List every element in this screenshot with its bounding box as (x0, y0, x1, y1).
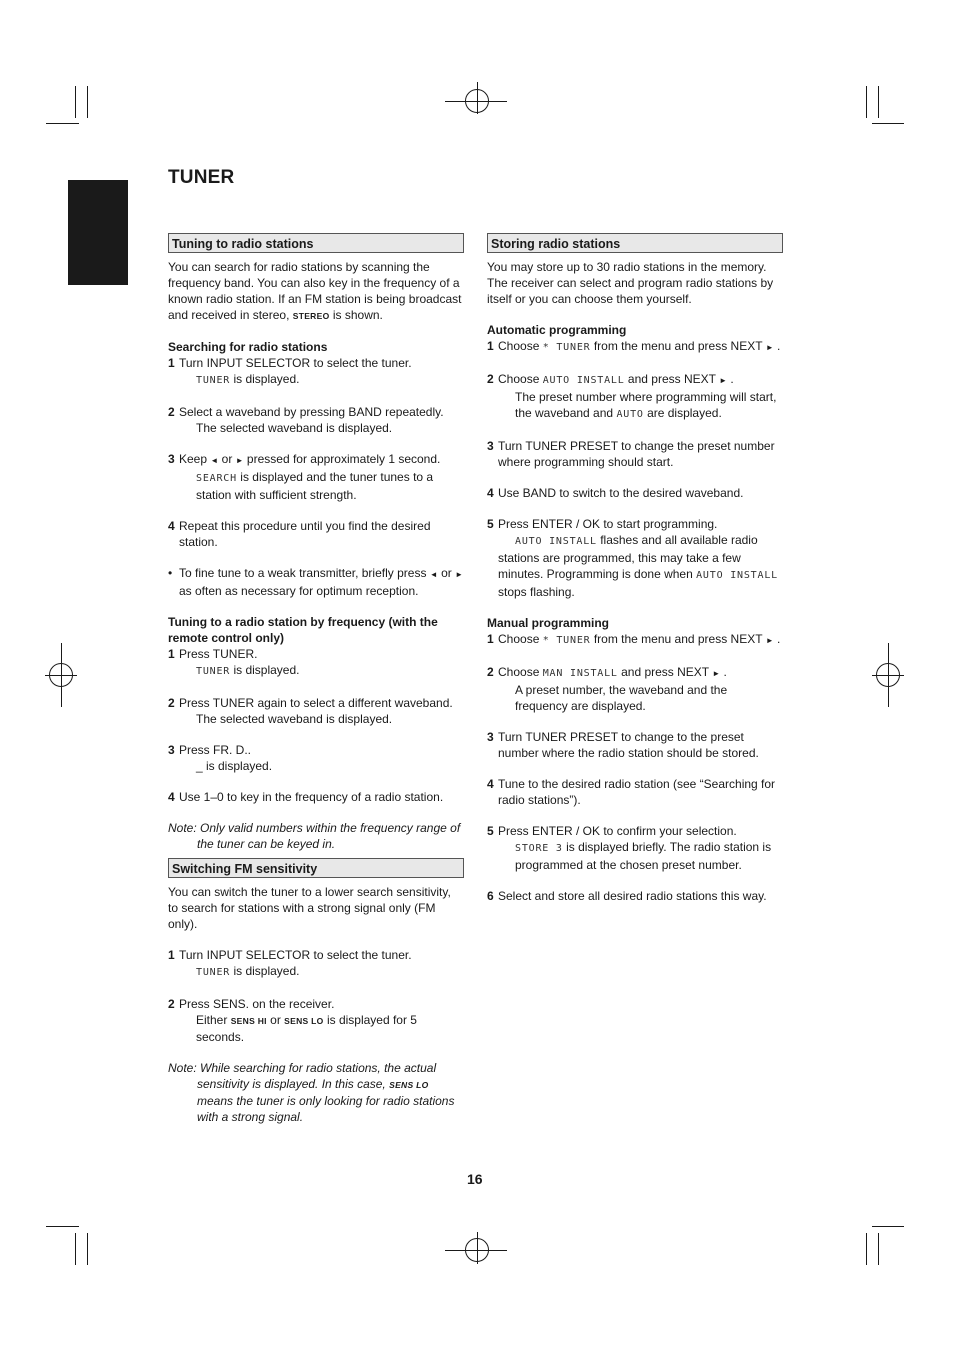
step-item: 4 Repeat this procedure until you find the desired station. (168, 519, 431, 549)
step-item: 1 Choose * TUNER from the menu and press NEXT ► . (487, 339, 781, 353)
subheading-searching: Searching for radio stations (168, 340, 328, 354)
registration-target-v (61, 643, 62, 707)
left-column (168, 233, 464, 1125)
step-item: 2 Choose MAN INSTALL and press NEXT ► . A preset number, the waveband and the frequency are displayed. (487, 665, 728, 713)
lcd-display-text: * TUNER (542, 342, 591, 353)
crop-mark (866, 86, 867, 118)
step-item: 2 Choose AUTO INSTALL and press NEXT ► . The preset number where programming will start, the waveband and AUTO are displayed. (487, 372, 777, 420)
step-item: 2 Press SENS. on the receiver. Either SENS HI or SENS LO is displayed for 5 seconds. (168, 997, 417, 1044)
crop-mark (872, 123, 904, 124)
note-text: Note: Only valid numbers within the frequency range of the tuner can be keyed in. (168, 821, 461, 851)
crop-mark (878, 1233, 879, 1265)
fm-intro: You can switch the tuner to a lower search sensitivity, to search for stations with a strong signal only (FM only). (168, 885, 451, 931)
right-arrow-icon: ► (765, 636, 774, 645)
right-arrow-icon: ► (712, 669, 721, 678)
registration-target-h (445, 1250, 507, 1251)
right-column (487, 233, 783, 904)
section-tab (68, 180, 128, 285)
right-arrow-icon: ► (455, 570, 463, 579)
tuning-intro: You can search for radio stations by scanning the frequency band. You can also key in the frequency of a known radio station. If an FM station is being broadcast and received in stereo, STEREO is shown. (168, 260, 462, 322)
sens-hi-indicator: SENS HI (230, 1016, 267, 1026)
note-text: Note: While searching for radio stations, the actual sensitivity is displayed. In this case, SENS LO means the tuner is only looking for radio stations with a strong signal. (168, 1061, 455, 1124)
page-number: 16 (467, 1171, 483, 1187)
step-item: 3 Turn TUNER PRESET to change the preset number where programming should start. (487, 439, 775, 469)
left-arrow-icon: ◄ (429, 570, 438, 579)
storing-intro: You may store up to 30 radio stations in the memory. The receiver can select and program radio stations by itself or you can choose them yourself. (487, 260, 774, 306)
crop-mark (872, 1226, 904, 1227)
sens-lo-indicator: SENS LO (389, 1080, 429, 1090)
registration-target-v (888, 643, 889, 707)
section-heading-storing: Storing radio stations (487, 233, 783, 253)
subheading-frequency: Tuning to a radio station by frequency (with the remote control only) (168, 615, 438, 645)
stereo-indicator: STEREO (292, 311, 330, 321)
step-item: 3 Press FR. D.. _ is displayed. (168, 743, 273, 773)
lcd-display-text: AUTO (616, 409, 644, 420)
step-item: 1 Turn INPUT SELECTOR to select the tuner. TUNER is displayed. (168, 356, 412, 386)
left-arrow-icon: ◄ (210, 456, 219, 465)
registration-target-h (445, 101, 507, 102)
step-item: 5 Press ENTER / OK to start programming. AUTO INSTALL flashes and all available radio stations are programmed, this may take a few minutes. Programming is done when AUTO INSTALL stops flashing. (487, 517, 778, 599)
step-item: 2 Press TUNER again to select a different waveband. The selected waveband is displayed. (168, 696, 453, 726)
lcd-display-text: SEARCH (196, 473, 237, 484)
step-item: 1 Turn INPUT SELECTOR to select the tuner. TUNER is displayed. (168, 948, 412, 978)
lcd-display-text: TUNER (196, 967, 231, 978)
lcd-display-text: AUTO INSTALL (696, 570, 778, 581)
step-item: 1 Press TUNER. TUNER is displayed. (168, 647, 300, 677)
step-item: 4 Use 1–0 to key in the frequency of a radio station. (168, 790, 444, 804)
crop-mark (878, 86, 879, 118)
lcd-display-text: AUTO INSTALL (515, 536, 597, 547)
right-arrow-icon: ► (719, 376, 728, 385)
right-arrow-icon: ► (765, 343, 774, 352)
crop-mark (87, 1233, 88, 1265)
crop-mark (46, 123, 79, 124)
step-item: 6 Select and store all desired radio stations this way. (487, 889, 767, 903)
step-item: 4 Tune to the desired radio station (see “Searching for radio stations”). (487, 777, 776, 807)
right-arrow-icon: ► (235, 456, 244, 465)
step-item: 1 Choose * TUNER from the menu and press NEXT ► . (487, 632, 781, 646)
subheading-automatic: Automatic programming (487, 323, 627, 337)
lcd-display-text: MAN INSTALL (542, 668, 618, 679)
crop-mark (87, 86, 88, 118)
bullet-item: • To fine tune to a weak transmitter, briefly press ◄ or ► as often as necessary for optimum reception. (168, 566, 463, 598)
sens-lo-indicator: SENS LO (284, 1016, 324, 1026)
lcd-display-text: TUNER (196, 666, 231, 677)
step-item: 5 Press ENTER / OK to confirm your selection. STORE 3 is displayed briefly. The radio station is programmed at the chosen preset number. (487, 824, 772, 872)
step-item: 3 Keep ◄ or ► pressed for approximately 1 second. SEARCH is displayed and the tuner tunes to a station with sufficient strength. (168, 452, 441, 502)
section-heading-fm: Switching FM sensitivity (168, 858, 464, 878)
step-item: 2 Select a waveband by pressing BAND repeatedly. The selected waveband is displayed. (168, 405, 444, 435)
registration-target-v (477, 1232, 478, 1264)
lcd-display-text: TUNER (196, 375, 231, 386)
step-item: 4 Use BAND to switch to the desired waveband. (487, 486, 744, 500)
lcd-display-text: AUTO INSTALL (542, 375, 625, 386)
crop-mark (46, 1226, 79, 1227)
lcd-display-text: STORE 3 (515, 843, 563, 854)
crop-mark (866, 1233, 867, 1265)
registration-target-v (477, 82, 478, 114)
crop-mark (75, 86, 76, 118)
lcd-display-text: * TUNER (542, 635, 591, 646)
page-title: TUNER (168, 167, 235, 188)
section-heading-tuning: Tuning to radio stations (168, 233, 464, 253)
step-item: 3 Turn TUNER PRESET to change to the preset number where the radio station should be stored. (487, 730, 759, 760)
crop-mark (75, 1233, 76, 1265)
subheading-manual: Manual programming (487, 616, 610, 630)
